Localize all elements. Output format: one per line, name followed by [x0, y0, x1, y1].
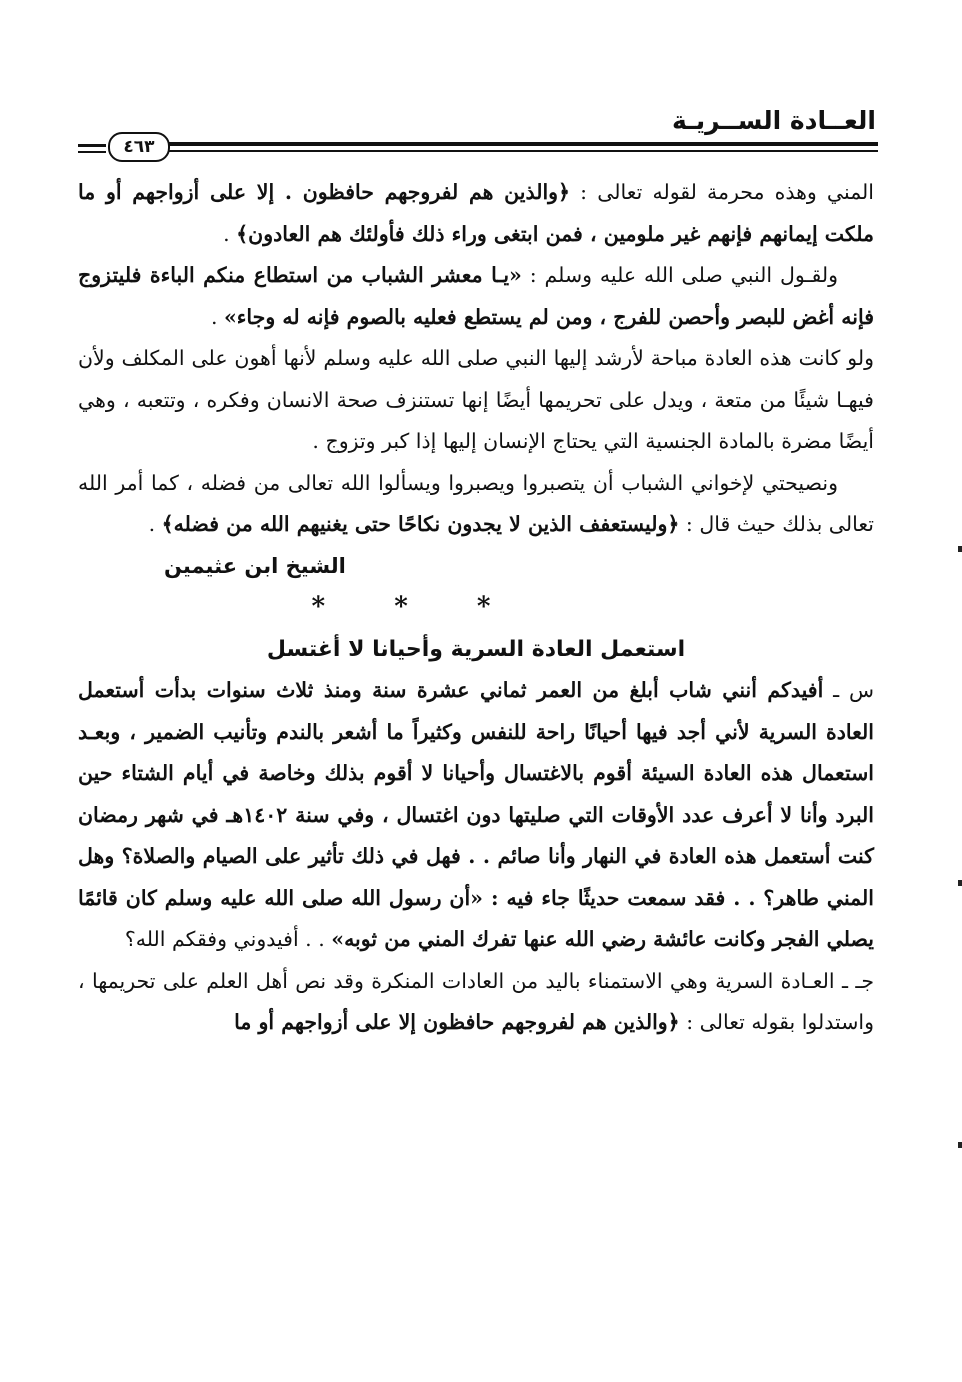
question-answer: [78, 670, 874, 1044]
page-number: ٤٦٣: [108, 132, 170, 162]
header-rule-thick: [168, 142, 878, 146]
intro-paragraph-4: [78, 463, 874, 546]
intro-p1-lead: المني وهذه محرمة لقوله تعالى :: [570, 180, 874, 204]
hadith-quote: «يـا معشر الشباب من استطاع منكم الباءة فليتزوج فإنه أغض للبصر وأحصن للفرج ، ومن لم يستطع فعليه بالصوم فإنه له وجاء»: [78, 263, 874, 329]
question-end: . . أفيدوني وفقكم الله؟: [124, 927, 332, 951]
page-body: [78, 172, 874, 1044]
intro-p4-end: .: [148, 512, 162, 536]
header-rule-thin: [168, 150, 878, 152]
answer-lead: جـ ـ العـادة السرية وهي الاستمناء باليد من العادات المنكرة وقد نص أهل العلم على تحريمها ، واستدلوا بقوله تعالى :: [78, 968, 874, 1034]
question-text: أفيدكم أنني شاب أبلغ من العمر ثماني عشرة سنة ومنذ ثلاث سنوات بدأت أستعمل العادة السرية لأني أجد فيها أحيانًا راحة للنفس وكثيراً ما أشعر بالندم وتأنيب الضمير ، وبعـد استعمال هذه العادة السيئة أقوم بالاغتسال وأحيانا لا أقوم بذلك وخاصة في أيام الشتاء حين البرد وأنا لا أعرف عدد الأوقات التي صليتها دون اغتسال ، وفي سنة ١٤٠٢هـ في شهر رمضان كنت أستعمل هذه العادة في النهار وأنا صائم . . فهل في ذلك تأثير على الصيام والصلاة؟ وهل المني طاهر؟ . . فقد سمعت حديثًا جاء فيه :: [78, 678, 874, 910]
question-paragraph: [78, 670, 874, 961]
quran-verse: ﴿والذين هم لفروجهم حافظون . إلا على أزواجهم أو ما ملكت إيمانهم فإنهم غير ملومين ، فمن ابتغى وراء ذلك فأولئك هم العادون﴾: [78, 180, 874, 246]
running-title: العــادة الســريـة: [672, 106, 876, 135]
question-lead: س ـ: [823, 678, 874, 702]
section-title: استعمل العادة السرية وأحيانا لا أغتسل: [266, 636, 686, 662]
scan-mark: [958, 1142, 962, 1148]
page-header: [78, 104, 878, 158]
intro-p1-end: .: [223, 221, 237, 246]
scan-mark: [958, 546, 962, 552]
header-rule-left: [78, 144, 106, 147]
intro-paragraph-3: ولو كانت هذه العادة مباحة لأرشد إليها النبي صلى الله عليه وسلم لأنها أهون على المكلف ولأن فيهـا شيئًا من متعة ، ويدل على تحريمها أيضًا إنها تستنزف صحة الانسان وفكره ، وتتعبه ، وهي أيضًا مضرة بالمادة الجنسية التي يحتاج الإنسان إليها إذا كبر وتزوج .: [78, 346, 874, 453]
quran-verse: ﴿وليستعفف الذين لا يجدون نكاحًا حتى يغنيهم الله من فضله﴾: [161, 512, 680, 536]
hadith-quote: «أن رسول الله صلى الله عليه وسلم كان قائمًا يصلي الفجر وكانت عائشة رضي الله عنها تفرك المني من ثوبه»: [78, 885, 874, 951]
intro-p4-lead: ونصيحتي لإخواني الشباب أن يتصبروا ويصبروا ويسألوا الله تعالى من فضله ، كما أمر الله تعالى بذلك حيث قال :: [78, 470, 874, 536]
quran-verse: ﴿والذين هم لفروجهم حافظون إلا على أزواجهم أو ما: [234, 1010, 680, 1034]
header-rule-left-thin: [78, 151, 106, 153]
intro-p2-lead: ولقـول النبي صلى الله عليه وسلم :: [521, 263, 838, 287]
answer-paragraph: [78, 961, 874, 1044]
intro-p2-end: .: [210, 304, 224, 329]
intro-paragraph-1: [78, 172, 874, 255]
author-signature: الشيخ ابن عثيمين: [164, 553, 346, 578]
intro-paragraph-2: [78, 255, 874, 338]
section-separator: * * *: [311, 592, 521, 622]
scan-mark: [958, 880, 962, 886]
